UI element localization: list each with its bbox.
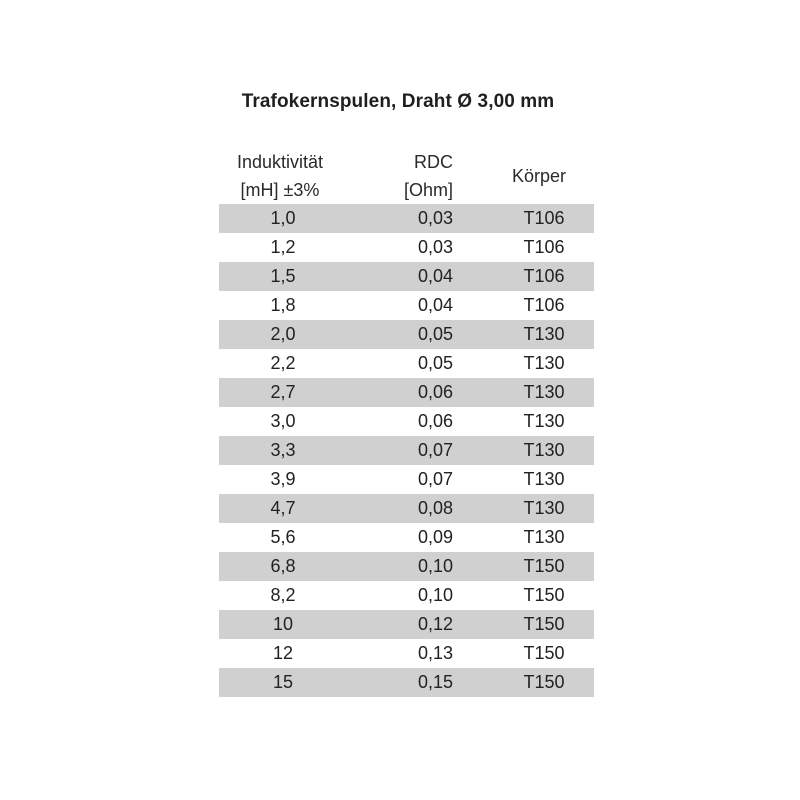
cell-body: T130 bbox=[523, 353, 565, 373]
header-inductance-unit: [mH] ±3% bbox=[240, 180, 320, 200]
table-row bbox=[219, 610, 594, 639]
table-row bbox=[219, 639, 594, 668]
cell-rdc: 0,07 bbox=[417, 469, 453, 489]
cell-body: T106 bbox=[523, 237, 565, 257]
header-rdc-label: RDC bbox=[414, 152, 453, 172]
cell-inductance: 1,0 bbox=[270, 208, 296, 228]
coil-table bbox=[219, 146, 594, 697]
cell-inductance: 5,6 bbox=[270, 527, 296, 547]
cell-rdc: 0,04 bbox=[417, 295, 453, 315]
cell-inductance: 2,2 bbox=[270, 353, 296, 373]
cell-body: T106 bbox=[523, 208, 565, 228]
cell-inductance: 1,5 bbox=[270, 266, 296, 286]
cell-rdc: 0,10 bbox=[417, 585, 453, 605]
cell-rdc: 0,09 bbox=[417, 527, 453, 547]
header-rdc bbox=[353, 148, 453, 204]
header-rdc-unit: [Ohm] bbox=[403, 180, 453, 200]
cell-body: T130 bbox=[523, 440, 565, 460]
cell-rdc: 0,12 bbox=[417, 614, 453, 634]
cell-body: T150 bbox=[523, 556, 565, 576]
table-row bbox=[219, 204, 594, 233]
cell-inductance: 1,8 bbox=[270, 295, 296, 315]
cell-rdc: 0,10 bbox=[417, 556, 453, 576]
cell-body: T150 bbox=[523, 585, 565, 605]
cell-body: T150 bbox=[523, 614, 565, 634]
cell-body: T130 bbox=[523, 411, 565, 431]
cell-inductance: 2,0 bbox=[270, 324, 296, 344]
table-row bbox=[219, 233, 594, 262]
cell-inductance: 15 bbox=[272, 672, 294, 692]
table-row bbox=[219, 320, 594, 349]
cell-inductance: 1,2 bbox=[270, 237, 296, 257]
table-row bbox=[219, 494, 594, 523]
cell-rdc: 0,06 bbox=[417, 411, 453, 431]
table-row bbox=[219, 407, 594, 436]
cell-inductance: 2,7 bbox=[270, 382, 296, 402]
cell-rdc: 0,05 bbox=[417, 353, 453, 373]
cell-rdc: 0,08 bbox=[417, 498, 453, 518]
cell-rdc: 0,03 bbox=[417, 208, 453, 228]
table-row bbox=[219, 349, 594, 378]
cell-rdc: 0,13 bbox=[417, 643, 453, 663]
cell-body: T150 bbox=[523, 672, 565, 692]
table-row bbox=[219, 552, 594, 581]
cell-rdc: 0,03 bbox=[417, 237, 453, 257]
cell-inductance: 6,8 bbox=[270, 556, 296, 576]
cell-rdc: 0,05 bbox=[417, 324, 453, 344]
cell-inductance: 8,2 bbox=[270, 585, 296, 605]
table-row bbox=[219, 523, 594, 552]
header-inductance-label: Induktivität bbox=[236, 152, 324, 172]
cell-body: T130 bbox=[523, 469, 565, 489]
cell-body: T130 bbox=[523, 498, 565, 518]
cell-inductance: 3,0 bbox=[270, 411, 296, 431]
table-row bbox=[219, 436, 594, 465]
cell-body: T150 bbox=[523, 643, 565, 663]
cell-inductance: 4,7 bbox=[270, 498, 296, 518]
cell-rdc: 0,06 bbox=[417, 382, 453, 402]
cell-body: T130 bbox=[523, 324, 565, 344]
cell-rdc: 0,07 bbox=[417, 440, 453, 460]
header-inductance bbox=[219, 148, 341, 204]
table-row bbox=[219, 668, 594, 697]
cell-body: T106 bbox=[523, 295, 565, 315]
table-row bbox=[219, 581, 594, 610]
table-body bbox=[219, 204, 594, 697]
table-row bbox=[219, 378, 594, 407]
header-body: Körper bbox=[511, 166, 567, 186]
cell-inductance: 3,3 bbox=[270, 440, 296, 460]
cell-inductance: 3,9 bbox=[270, 469, 296, 489]
cell-body: T130 bbox=[523, 382, 565, 402]
table-row bbox=[219, 291, 594, 320]
table-header bbox=[219, 146, 594, 204]
cell-inductance: 12 bbox=[272, 643, 294, 663]
cell-body: T106 bbox=[523, 266, 565, 286]
table-row bbox=[219, 262, 594, 291]
cell-inductance: 10 bbox=[272, 614, 294, 634]
table-row bbox=[219, 465, 594, 494]
cell-body: T130 bbox=[523, 527, 565, 547]
cell-rdc: 0,04 bbox=[417, 266, 453, 286]
cell-rdc: 0,15 bbox=[417, 672, 453, 692]
table-title: Trafokernspulen, Draht Ø 3,00 mm bbox=[241, 91, 555, 112]
